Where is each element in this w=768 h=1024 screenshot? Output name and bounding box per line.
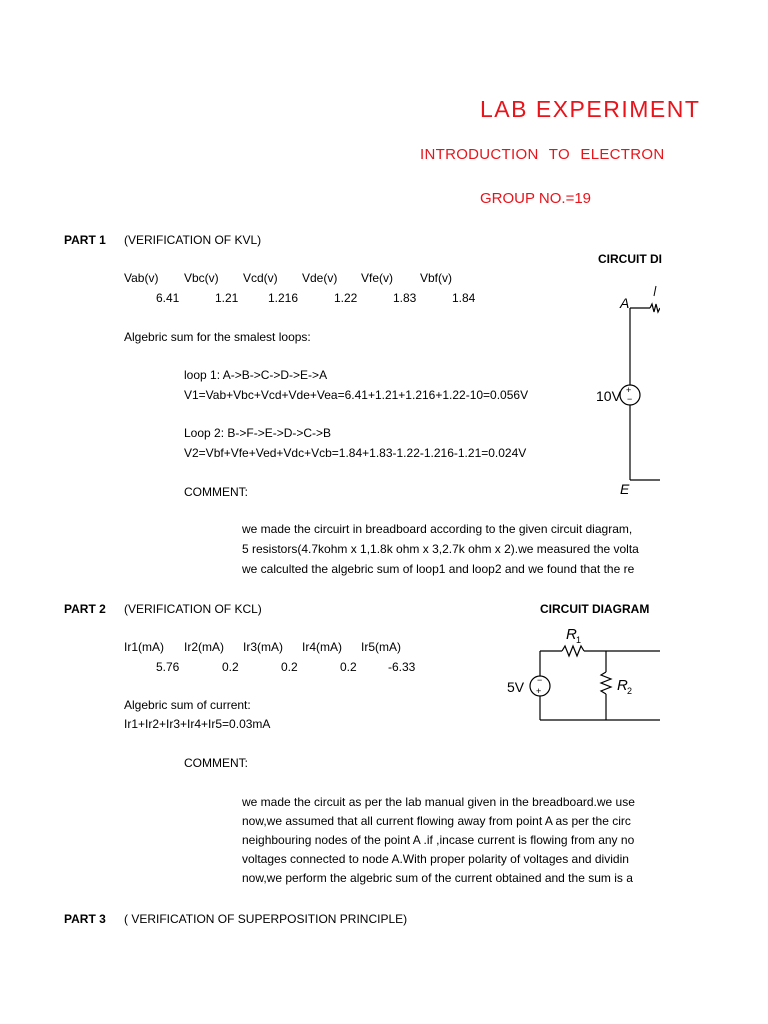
part2-comment-label: COMMENT: — [184, 756, 248, 770]
kvl-algebraic-heading: Algebric sum for the smalest loops: — [124, 330, 311, 344]
svg-text:+: + — [626, 385, 632, 395]
kvl-col-vbc: Vbc(v) — [184, 271, 219, 285]
source-5v-label: 5V — [507, 679, 525, 695]
r1-subscript: 1 — [576, 635, 582, 645]
kcl-sum-equation: Ir1+Ir2+Ir3+Ir4+Ir5=0.03mA — [124, 717, 271, 731]
svg-text:−: − — [537, 675, 543, 685]
kvl-val-vbc: 1.21 — [215, 291, 239, 305]
kvl-col-vde: Vde(v) — [302, 271, 338, 285]
part3-label: PART 3 — [64, 912, 106, 926]
part2-comment-line: we made the circuit as per the lab manual given in the breadboard.we use — [242, 795, 635, 809]
part1-comment-label: COMMENT: — [184, 485, 248, 499]
part2-label: PART 2 — [64, 602, 106, 616]
kcl-col-ir4: Ir4(mA) — [302, 640, 342, 654]
kvl-col-vab: Vab(v) — [124, 271, 159, 285]
loop2-label: Loop 2: B->F->E->D->C->B — [184, 426, 332, 440]
kcl-val-ir5: -6.33 — [388, 660, 416, 674]
loop1-label: loop 1: A->B->C->D->E->A — [184, 368, 328, 382]
kcl-val-ir2: 0.2 — [222, 660, 239, 674]
kcl-val-ir1: 5.76 — [156, 660, 180, 674]
source-10v-label: 10V — [596, 388, 621, 404]
part2-comment-line: voltages connected to node A.With proper polarity of voltages and dividin — [242, 852, 629, 866]
part2-comment-line: neighbouring nodes of the point A .if ,incase current is flowing from any no — [242, 833, 635, 847]
kcl-col-ir3: Ir3(mA) — [243, 640, 283, 654]
node-e-label: E — [620, 481, 630, 497]
part1-comment-line: 5 resistors(4.7kohm x 1,1.8k ohm x 3,2.7k ohm x 2).we measured the volta — [242, 542, 639, 556]
kvl-val-vfe: 1.83 — [393, 291, 417, 305]
part2-heading: (VERIFICATION OF KCL) — [124, 602, 262, 616]
page-subtitle: INTRODUCTION TO ELECTRON — [420, 146, 665, 163]
part1-comment-line: we made the circuirt in breadboard according to the given circuit diagram, — [242, 522, 633, 536]
part1-comment-line: we calculted the algebric sum of loop1 and loop2 and we found that the re — [242, 562, 635, 576]
part2-diagram-label: CIRCUIT DIAGRAM — [540, 602, 650, 616]
page-title: LAB EXPERIMENT — [480, 96, 701, 122]
part2-comment-line: now,we perform the algebric sum of the current obtained and the sum is a — [242, 871, 633, 885]
node-a-label: A — [620, 295, 630, 311]
kcl-circuit-diagram — [500, 624, 660, 728]
svg-text:+: + — [536, 686, 542, 696]
kcl-col-ir2: Ir2(mA) — [184, 640, 224, 654]
kvl-val-vde: 1.22 — [334, 291, 358, 305]
group-number: GROUP NO.=19 — [480, 190, 592, 207]
part1-diagram-label: CIRCUIT DI — [598, 252, 662, 266]
kvl-col-vcd: Vcd(v) — [243, 271, 278, 285]
kcl-algebraic-heading: Algebric sum of current: — [124, 698, 251, 712]
kcl-val-ir4: 0.2 — [340, 660, 357, 674]
r2-label: R — [617, 677, 628, 694]
kvl-col-vbf: Vbf(v) — [420, 271, 453, 285]
kcl-val-ir3: 0.2 — [281, 660, 298, 674]
kcl-col-ir5: Ir5(mA) — [361, 640, 401, 654]
kcl-col-ir1: Ir1(mA) — [124, 640, 164, 654]
svg-text:−: − — [627, 394, 633, 404]
kvl-circuit-diagram — [590, 280, 660, 500]
r2-subscript: 2 — [627, 686, 633, 696]
part1-heading: (VERIFICATION OF KVL) — [124, 233, 262, 247]
loop2-equation: V2=Vbf+Vfe+Ved+Vdc+Vcb=1.84+1.83-1.22-1.216-1.21=0.024V — [184, 446, 527, 460]
r1-label: R — [566, 626, 577, 643]
kvl-col-vfe: Vfe(v) — [361, 271, 394, 285]
kvl-val-vcd: 1.216 — [268, 291, 299, 305]
loop1-equation: V1=Vab+Vbc+Vcd+Vde+Vea=6.41+1.21+1.216+1.22-10=0.056V — [184, 388, 529, 402]
kvl-val-vbf: 1.84 — [452, 291, 476, 305]
part1-label: PART 1 — [64, 233, 106, 247]
part2-comment-line: now,we assumed that all current flowing away from point A as per the circ — [242, 814, 631, 828]
part3-heading: ( VERIFICATION OF SUPERPOSITION PRINCIPLE) — [124, 912, 408, 926]
kvl-val-vab: 6.41 — [156, 291, 180, 305]
